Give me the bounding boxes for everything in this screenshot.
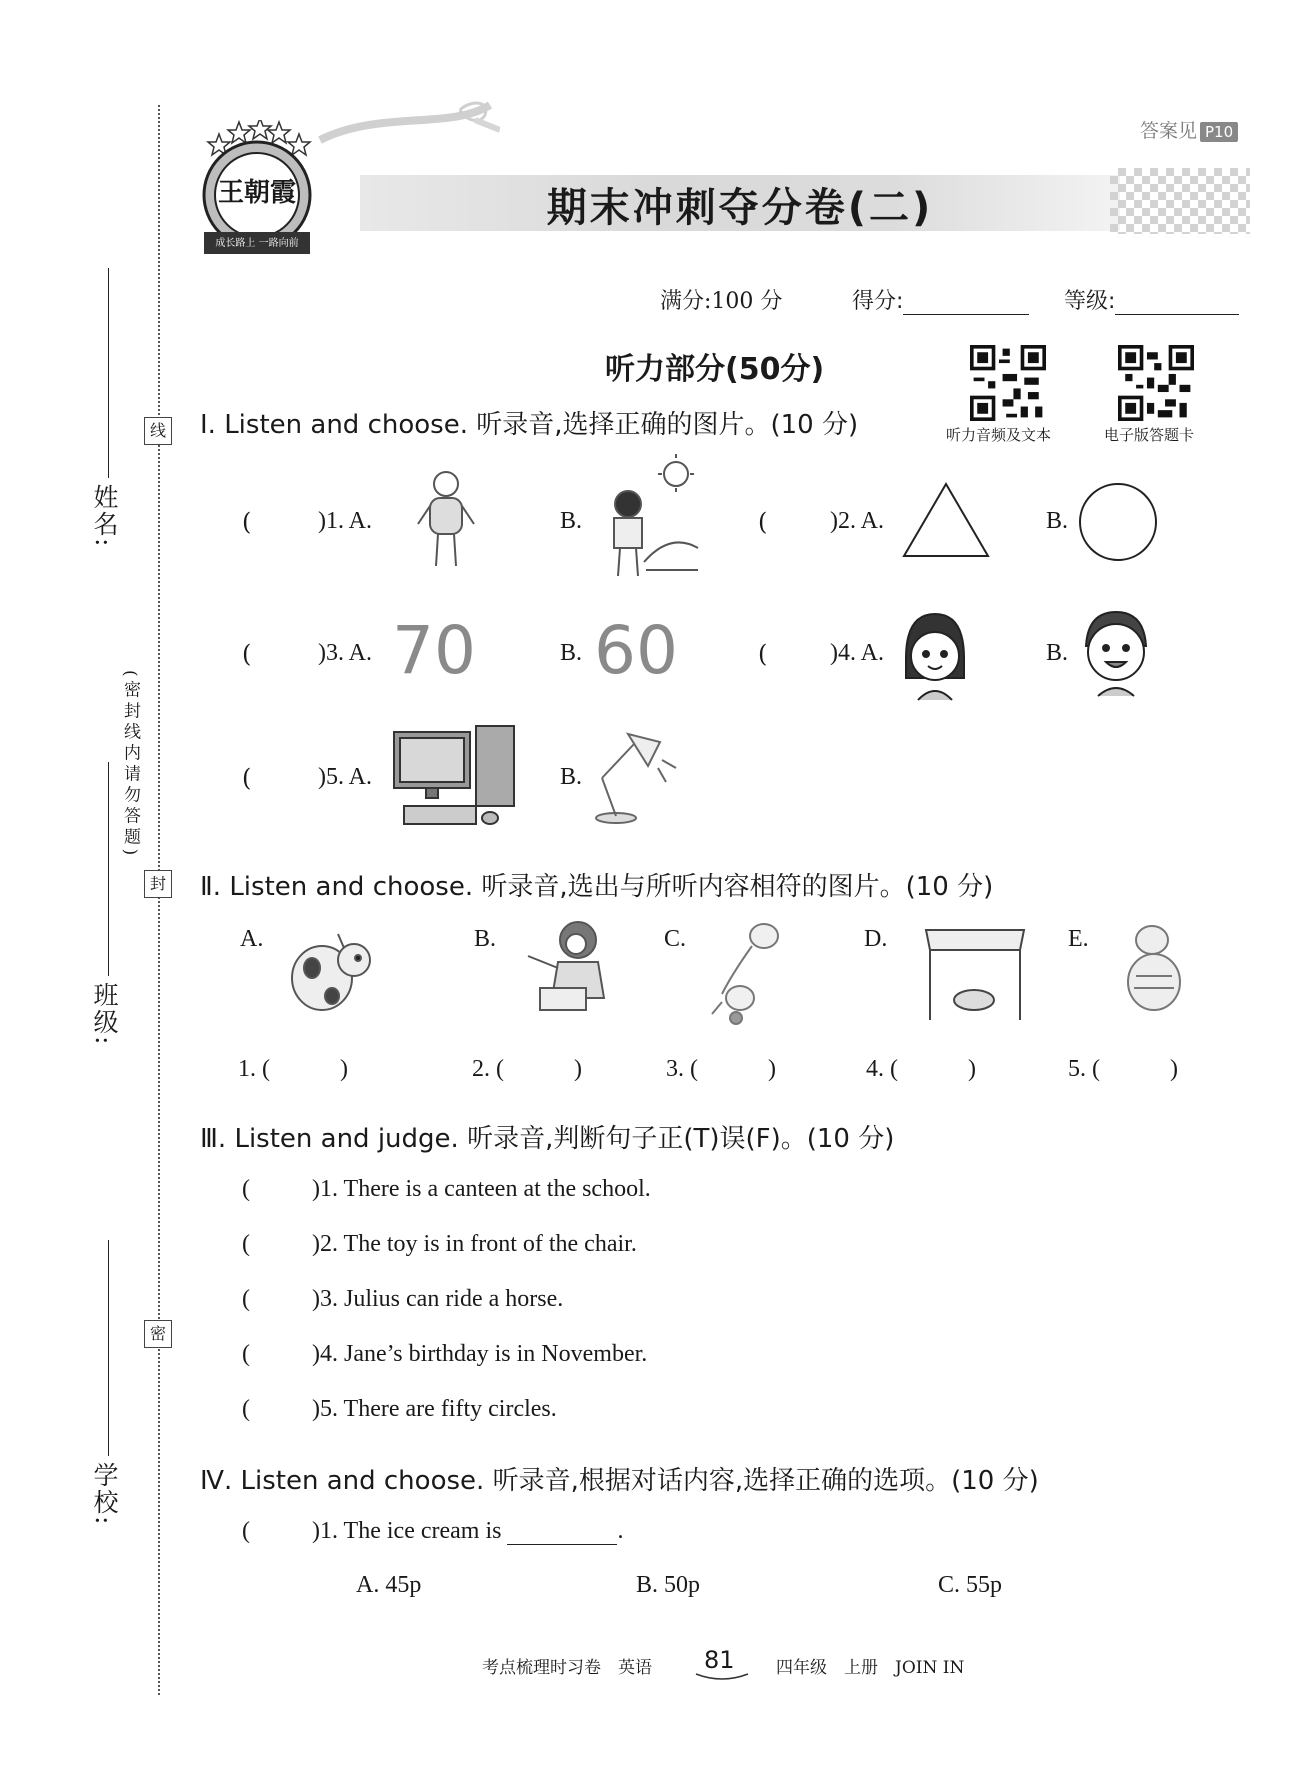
s3-statement-4-text: )4. Jane’s birthday is in November. xyxy=(312,1341,648,1367)
grade-label: 等级: xyxy=(1064,289,1116,314)
name-label: 姓名: xyxy=(90,484,119,549)
computer-icon[interactable] xyxy=(390,724,520,836)
section4-title xyxy=(200,1460,1039,1497)
section4-title-cn: 听录音,根据对话内容,选择正确的选项。(10 分) xyxy=(492,1466,1039,1496)
qr-caption-audio: 听力音频及文本 xyxy=(946,426,1052,444)
s4-option-a[interactable]: A. 45p xyxy=(356,1572,422,1598)
s1-q4-b-label: B. xyxy=(1046,640,1069,666)
girl-with-box-icon[interactable] xyxy=(514,918,624,1018)
banner-checker-pattern xyxy=(1110,168,1250,234)
score-blank[interactable] xyxy=(903,288,1029,315)
s1-q5-b-label: B. xyxy=(560,764,583,790)
boy-face-icon[interactable] xyxy=(1074,606,1158,698)
girl-face-icon[interactable] xyxy=(900,608,970,704)
seal-box-feng: 封 xyxy=(144,870,172,898)
grade-blank[interactable] xyxy=(1115,288,1239,315)
answer-paren[interactable]: ( xyxy=(758,640,768,668)
school-label: 学校: xyxy=(90,1462,119,1527)
answer-ref-label: 答案见 xyxy=(1140,120,1198,142)
s4-question-1-text: )1. The ice cream is xyxy=(312,1518,502,1544)
s2-answer-1-label: 1. ( xyxy=(238,1056,270,1082)
answer-paren[interactable]: ( xyxy=(758,508,768,536)
seal-box-mi: 密 xyxy=(144,1320,172,1348)
qr-code-audio-icon[interactable] xyxy=(970,345,1046,421)
s4-option-c[interactable]: C. 55p xyxy=(938,1572,1003,1598)
s3-statement-2-text: )2. The toy is in front of the chair. xyxy=(312,1231,637,1257)
footer-right: 四年级 上册 JOIN IN xyxy=(776,1658,965,1678)
school-field-line[interactable] xyxy=(108,1240,109,1456)
number-sixty[interactable]: 60 xyxy=(594,612,678,689)
class-label: 班级: xyxy=(90,982,119,1047)
s3-statement-1-text: )1. There is a canteen at the school. xyxy=(312,1176,651,1202)
answer-reference xyxy=(1140,116,1238,143)
triangle-icon[interactable] xyxy=(900,480,992,560)
grade-field[interactable] xyxy=(1064,284,1239,315)
s2-option-e: E. xyxy=(1068,926,1089,952)
s2-answer-4[interactable]: 4. ( ) xyxy=(866,1056,976,1082)
logo-text: 王朝霞 xyxy=(217,178,296,208)
section3-title xyxy=(200,1118,894,1155)
s2-option-b: B. xyxy=(474,926,497,952)
section1-title xyxy=(200,404,858,441)
s3-statement-5-text: )5. There are fifty circles. xyxy=(312,1396,557,1422)
s3-statement-4[interactable]: ( )4. Jane’s birthday is in November. xyxy=(242,1341,648,1367)
page-number: 81 xyxy=(704,1646,735,1674)
section3-title-en: Ⅲ. Listen and judge. xyxy=(200,1124,459,1154)
ribbon-decoration xyxy=(300,100,500,230)
s2-option-d: D. xyxy=(864,926,888,952)
score-label: 得分: xyxy=(852,289,904,314)
answer-ref-page: P10 xyxy=(1200,122,1238,142)
listening-section-heading: 听力部分(50分) xyxy=(605,352,825,387)
seal-box-xian: 线 xyxy=(144,417,172,445)
seal-note: (密封线内请勿答题) xyxy=(120,670,140,860)
section2-title-cn: 听录音,选出与所听内容相符的图片。(10 分) xyxy=(481,872,994,902)
score-field[interactable] xyxy=(852,284,1029,315)
section4-title-en: Ⅳ. Listen and choose. xyxy=(200,1466,485,1496)
qr-caption-answer-card: 电子版答题卡 xyxy=(1104,426,1195,444)
tigers-climbing-icon[interactable] xyxy=(692,914,792,1026)
s4-q1-blank[interactable] xyxy=(507,1520,617,1545)
s2-answer-2[interactable]: 2. ( ) xyxy=(472,1056,582,1082)
class-field-line[interactable] xyxy=(108,762,109,976)
s3-statement-2[interactable]: ( )2. The toy is in front of the chair. xyxy=(242,1231,637,1257)
s1-q3-b-label: B. xyxy=(560,640,583,666)
answer-paren[interactable]: ( xyxy=(242,640,252,668)
name-field-line[interactable] xyxy=(108,268,109,478)
number-seventy[interactable]: 70 xyxy=(392,612,476,689)
s3-statement-3[interactable]: ( )3. Julius can ride a horse. xyxy=(242,1286,564,1312)
section3-title-cn: 听录音,判断句子正(T)误(F)。(10 分) xyxy=(467,1124,895,1154)
s2-answer-3-label: 3. ( xyxy=(666,1056,698,1082)
page-number-underline xyxy=(694,1672,750,1682)
answer-paren[interactable]: ( xyxy=(242,764,252,792)
s1-q2-b-label: B. xyxy=(1046,508,1069,534)
circle-icon[interactable] xyxy=(1076,480,1160,564)
s2-answer-2-label: 2. ( xyxy=(472,1056,504,1082)
s2-answer-4-label: 4. ( xyxy=(866,1056,898,1082)
s1-q4-label: )4. A. xyxy=(830,640,884,666)
s3-statement-3-text: )3. Julius can ride a horse. xyxy=(312,1286,564,1312)
s2-answer-3[interactable]: 3. ( ) xyxy=(666,1056,776,1082)
s4-question-1[interactable]: ( )1. The ice cream is . xyxy=(242,1518,624,1544)
section2-title-en: Ⅱ. Listen and choose. xyxy=(200,872,474,902)
logo-motto: 成长路上 一路向前 xyxy=(215,238,299,249)
s2-option-c: C. xyxy=(664,926,687,952)
s2-answer-5-label: 5. ( xyxy=(1068,1056,1100,1082)
s3-statement-5[interactable]: ( )5. There are fifty circles. xyxy=(242,1396,557,1422)
dog-icon[interactable] xyxy=(282,918,382,1028)
s2-option-a: A. xyxy=(240,926,264,952)
s1-q2-label: )2. A. xyxy=(830,508,884,534)
full-marks: 满分:100 分 xyxy=(660,289,783,314)
s3-statement-1[interactable]: ( )1. There is a canteen at the school. xyxy=(242,1176,651,1202)
page-title: 期末冲刺夺分卷(二) xyxy=(546,185,934,231)
s2-answer-1[interactable]: 1. ( ) xyxy=(238,1056,348,1082)
section2-title xyxy=(200,866,993,903)
table-cat-icon[interactable] xyxy=(920,918,1030,1022)
seal-dotted-line xyxy=(158,105,160,1695)
answer-paren[interactable]: ( xyxy=(242,508,252,536)
s1-q1-label: )1. A. xyxy=(318,508,372,534)
s2-answer-5[interactable]: 5. ( ) xyxy=(1068,1056,1178,1082)
tiger-sitting-icon[interactable] xyxy=(1100,916,1200,1020)
s1-q5-label: )5. A. xyxy=(318,764,372,790)
kid-sun-icon[interactable] xyxy=(590,452,700,582)
footer-left: 考点梳理时习卷 英语 xyxy=(482,1658,652,1678)
s1-q1-b-label: B. xyxy=(560,508,583,534)
brand-logo xyxy=(196,120,318,258)
desk-lamp-icon[interactable] xyxy=(588,726,688,826)
s4-option-b[interactable]: B. 50p xyxy=(636,1572,701,1598)
qr-code-answer-card-icon[interactable] xyxy=(1118,345,1194,421)
section1-title-cn: 听录音,选择正确的图片。(10 分) xyxy=(476,410,859,440)
s1-q3-label: )3. A. xyxy=(318,640,372,666)
boy-icon[interactable] xyxy=(412,466,480,574)
section1-title-en: Ⅰ. Listen and choose. xyxy=(200,410,468,440)
